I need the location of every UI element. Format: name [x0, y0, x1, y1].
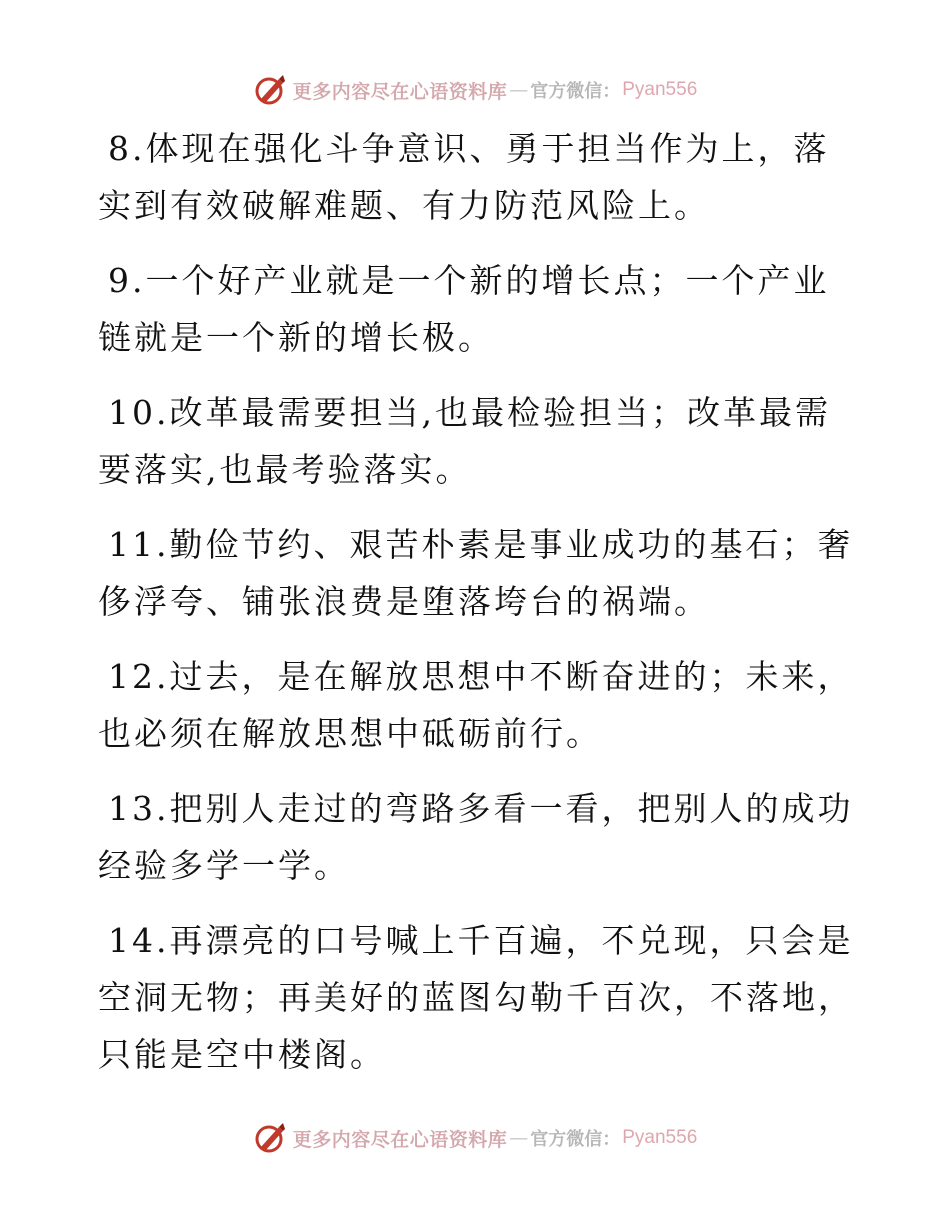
header-separator: — — [509, 79, 529, 101]
footer-banner — [0, 1118, 950, 1158]
pen-logo-icon — [253, 1121, 287, 1155]
list-item: 12.过去，是在解放思想中不断奋进的；未来，也必须在解放思想中砥砺前行。 — [98, 657, 854, 753]
footer-site-text: 更多内容尽在心语资料库 — [292, 1128, 508, 1151]
list-item: 11.勤俭节约、艰苦朴素是事业成功的基石；奢侈浮夸、铺张浪费是堕落垮台的祸端。 — [98, 525, 854, 621]
footer-official-label: 官方微信： — [530, 1129, 621, 1150]
header-official-label: 官方微信： — [530, 81, 621, 102]
list-item: 9.一个好产业就是一个新的增长点；一个产业链就是一个新的增长极。 — [98, 261, 830, 357]
header-site-text: 更多内容尽在心语资料库 — [292, 80, 508, 103]
header-banner — [0, 70, 950, 110]
document-body — [98, 120, 858, 1101]
pen-logo-icon — [253, 73, 287, 107]
list-item: 13.把别人走过的弯路多看一看，把别人的成功经验多学一学。 — [98, 789, 854, 885]
list-item: 14.再漂亮的口号喊上千百遍，不兑现，只会是空洞无物；再美好的蓝图勾勒千百次，不落地，只能是空中楼阁。 — [98, 921, 854, 1074]
footer-separator: — — [509, 1127, 529, 1149]
list-item: 8.体现在强化斗争意识、勇于担当作为上，落实到有效破解难题、有力防范风险上。 — [98, 129, 830, 225]
list-item: 10.改革最需要担当,也最检验担当；改革最需要落实,也最考验落实。 — [98, 393, 831, 489]
header-wechat-id: Pyan556 — [622, 79, 698, 100]
footer-wechat-id: Pyan556 — [622, 1127, 698, 1148]
